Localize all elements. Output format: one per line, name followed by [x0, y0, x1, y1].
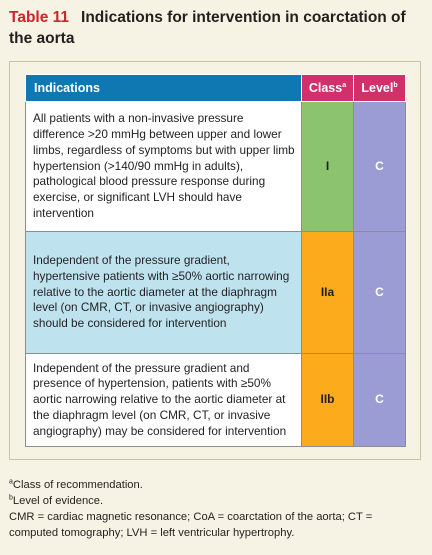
abbreviations: CMR = cardiac magnetic resonance; CoA = coarctation of the aorta; CT = computed tomography; LVH = left ventricular hypertrophy. [9, 511, 373, 539]
table-header-row [26, 75, 406, 102]
level-cell: C [354, 232, 406, 354]
header-class-footnote-mark: a [342, 81, 347, 89]
header-class: Class$^a$ [302, 75, 354, 102]
indication-cell: Independent of the pressure gradient, hypertensive patients with ≥50% aortic narrowing relative to the aortic diameter at the diaphragm level (on CMR, CT, or invasive angiography) should be considered for intervention [26, 232, 302, 354]
table-row [26, 102, 406, 232]
table-footnotes [9, 477, 419, 541]
class-cell: IIb [302, 354, 354, 447]
footnote-b: $^b$Level of evidence. [9, 494, 104, 507]
footnote-a: $^a$Class of recommendation. [9, 478, 143, 491]
class-cell: I [302, 102, 354, 232]
level-cell: C [354, 102, 406, 232]
indication-cell: Independent of the pressure gradient and presence of hypertension, patients with ≥50% aortic narrowing relative to the aortic diameter at the diaphragm level (on CMR, CT, or invasive angiography) may be considered for intervention [26, 354, 302, 447]
table-number: Table 11 [9, 9, 70, 26]
header-level: Level$^b$ [354, 75, 406, 102]
table-title [9, 7, 427, 49]
table-row [26, 232, 406, 354]
recommendations-table [25, 74, 406, 447]
indication-cell: All patients with a non-invasive pressure difference >20 mmHg between upper and lower limbs, regardless of symptoms but with upper limb hypertension (>140/90 mmHg in adults), pathological blood pressure response during exercise, or significant LVH should have intervention [26, 102, 302, 232]
class-cell: IIa [302, 232, 354, 354]
table-caption: Indications for intervention in coarctation of the aorta [9, 9, 406, 47]
level-cell: C [354, 354, 406, 447]
header-indications: Indications [26, 75, 302, 102]
table-frame [9, 61, 421, 460]
header-level-footnote-mark: b [393, 81, 398, 89]
table-row [26, 354, 406, 447]
